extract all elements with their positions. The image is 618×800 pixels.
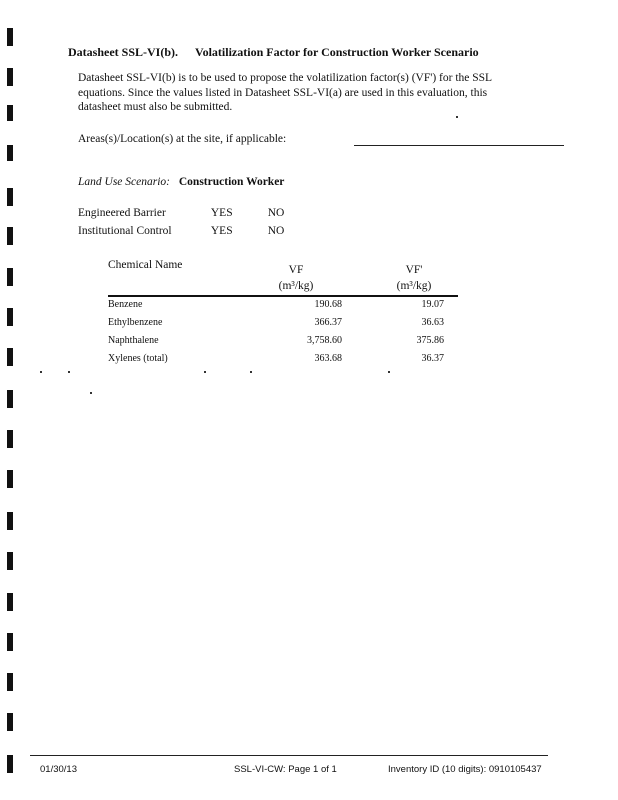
scan-mark xyxy=(7,713,13,731)
scan-mark xyxy=(7,308,13,326)
scan-mark xyxy=(7,673,13,691)
col-header-chemical: Chemical Name xyxy=(108,259,183,271)
chemical-name: Naphthalene xyxy=(108,335,159,346)
datasheet-id: Datasheet SSL-VI(b). xyxy=(68,45,179,59)
scan-mark xyxy=(7,188,13,206)
footer-inventory: Inventory ID (10 digits): 0910105437 xyxy=(388,764,542,775)
areas-input-line xyxy=(354,145,564,146)
option-label: Institutional Control xyxy=(78,225,172,237)
scan-speck xyxy=(204,371,206,373)
vfp-value: 375.86 xyxy=(416,335,444,346)
intro-paragraph: Datasheet SSL-VI(b) is to be used to propose the volatilization factor(s) (VF') for the SSL equations. Since the values listed in Datasheet SSL-VI(a) are used in this evaluation, this datasheet must also be submitted. xyxy=(78,72,492,113)
vfp-value: 19.07 xyxy=(421,299,444,310)
scan-mark xyxy=(7,430,13,448)
land-use-label: Land Use Scenario: xyxy=(78,176,170,188)
scan-mark xyxy=(7,593,13,611)
chemical-name: Xylenes (total) xyxy=(108,353,168,364)
table-row xyxy=(108,353,458,367)
chemical-name: Benzene xyxy=(108,299,143,310)
table-row xyxy=(108,317,458,331)
table-row xyxy=(108,335,458,349)
vf-value: 366.37 xyxy=(314,317,342,328)
scan-speck xyxy=(40,371,42,373)
scan-mark xyxy=(7,227,13,245)
scan-mark xyxy=(7,755,13,773)
col-header-vfp-unit: (m³/kg) xyxy=(396,280,432,292)
vfp-value: 36.37 xyxy=(421,353,444,364)
col-header-vf-label: VF xyxy=(288,264,304,276)
option-yes: YES xyxy=(210,225,233,237)
scan-speck xyxy=(388,371,390,373)
scan-mark xyxy=(7,145,13,161)
datasheet-title: Volatilization Factor for Construction Worker Scenario xyxy=(195,45,479,59)
land-use-scenario xyxy=(78,176,284,188)
table-row xyxy=(108,299,458,313)
scan-mark xyxy=(7,28,13,46)
scan-speck xyxy=(90,392,92,394)
option-label: Engineered Barrier xyxy=(78,207,166,219)
scan-mark xyxy=(7,268,13,286)
scan-mark xyxy=(7,390,13,408)
engineered-barrier-row xyxy=(78,207,284,219)
col-header-vf xyxy=(256,262,336,294)
scan-mark xyxy=(7,470,13,488)
option-no: NO xyxy=(267,225,285,237)
page-heading xyxy=(68,45,479,60)
option-yes: YES xyxy=(210,207,233,219)
scan-speck xyxy=(68,371,70,373)
col-header-vfp-label: VF' xyxy=(405,264,423,276)
col-header-vf-unit: (m³/kg) xyxy=(278,280,314,292)
scan-mark xyxy=(7,68,13,86)
option-no: NO xyxy=(267,207,285,219)
scan-mark xyxy=(7,512,13,530)
scan-mark xyxy=(7,105,13,121)
land-use-value: Construction Worker xyxy=(178,176,285,188)
footer-rule xyxy=(30,755,548,756)
col-header-vfp xyxy=(374,262,454,294)
footer-page: SSL-VI-CW: Page 1 of 1 xyxy=(234,764,337,775)
chemical-name: Ethylbenzene xyxy=(108,317,163,328)
vfp-value: 36.63 xyxy=(421,317,444,328)
scan-mark xyxy=(7,633,13,651)
scan-speck xyxy=(250,371,252,373)
vf-value: 190.68 xyxy=(314,299,342,310)
vf-value: 363.68 xyxy=(314,353,342,364)
footer-date: 01/30/13 xyxy=(40,764,77,775)
scan-speck xyxy=(456,116,458,118)
table-header-rule xyxy=(108,295,458,297)
scan-mark xyxy=(7,348,13,366)
scan-mark xyxy=(7,552,13,570)
vf-value: 3,758.60 xyxy=(307,335,342,346)
institutional-control-row xyxy=(78,225,284,237)
areas-label: Areas(s)/Location(s) at the site, if applicable: xyxy=(78,133,287,145)
